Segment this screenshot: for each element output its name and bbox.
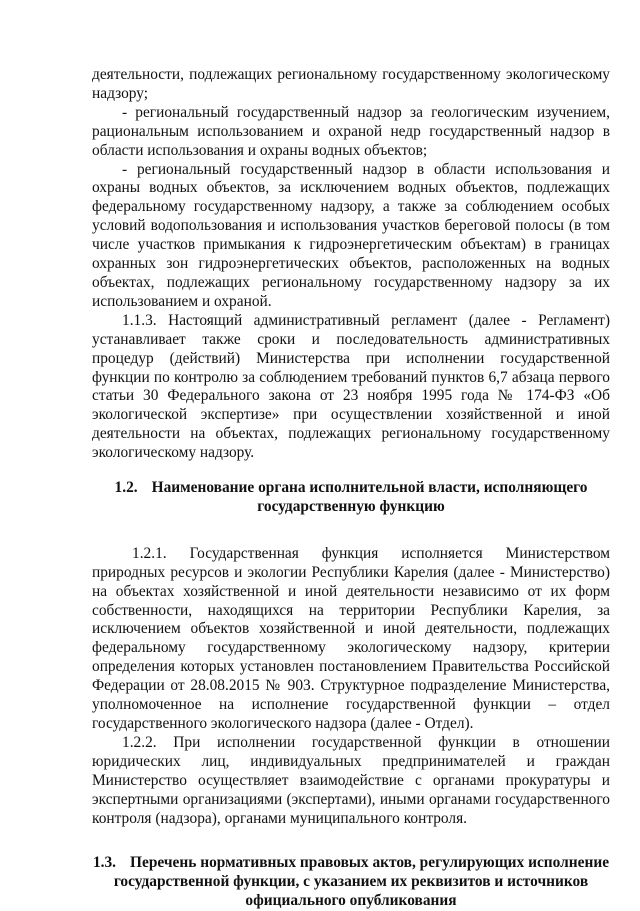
paragraph-1-2-1: 1.2.1. Государственная функция исполняется Министерством природных ресурсов и экологии Республики Карелия (далее - Министерство) на объектах хозяйственной и иной деятельности независимо от их форм собственности, находящихся на территории Республики Карелия, за исключением объектов хозяйственной и иной деятельности, подлежащих федеральному государственному экологическому надзору, критерии определения которых установлен постановлением Правительства Российской Федерации от 28.08.2015 № 903. Структурное подразделение Министерства, уполномоченное на исполнение государственной функции – отдел государственного экологического надзора (далее - Отдел). bbox=[92, 544, 610, 732]
section-title-line: государственной функции, с указанием их реквизитов и источников bbox=[113, 873, 589, 891]
paragraph-1-1-3: 1.1.3. Настоящий административный регламент (далее - Регламент) устанавливает также сроки и последовательность административных процедур (действий) Министерства при исполнении государственной функции по контролю за соблюдением требований пунктов 6,7 абзаца первого статьи 30 Федерального закона от 23 ноября 1995 года № 174-ФЗ «Об экологической экспертизе» при осуществлении хозяйственной и иной деятельности на объектах, подлежащих региональному государственному экологическому надзору. bbox=[92, 311, 610, 462]
paragraph-1-2-2: 1.2.2. При исполнении государственной функции в отношении юридических лиц, индивидуальных предпринимателей и граждан Министерство осуществляет взаимодействие с органами прокуратуры и экспертными организациями (экспертами), иными органами государственного контроля (надзора), органами муниципального контроля. bbox=[92, 733, 610, 827]
section-title-line: государственную функцию bbox=[257, 497, 445, 515]
section-heading-1-2 bbox=[92, 479, 610, 517]
paragraph-subsoil-supervision: - региональный государственный надзор за геологическим изучением, рациональным использованием и охраной недр государственный надзор в области использования и охраны водных объектов; bbox=[92, 103, 610, 159]
section-title-line: официального опубликования bbox=[245, 892, 457, 910]
section-title-line: Перечень нормативных правовых актов, регулирующих исполнение bbox=[130, 854, 610, 872]
section-number: 1.3. bbox=[92, 854, 117, 872]
section-heading-1-3 bbox=[92, 854, 610, 911]
section-title-line: Наименование органа исполнительной власти, исполняющего bbox=[151, 479, 588, 497]
paragraph-continuation: деятельности, подлежащих региональному государственному экологическому надзору; bbox=[92, 66, 610, 102]
section-number: 1.2. bbox=[114, 479, 138, 497]
paragraph-water-supervision: - региональный государственный надзор в области использования и охраны водных объектов, за исключением водных объектов, подлежащих федеральному государственному надзору, а также за соблюдением особых условий водопользования и использования участков береговой полосы (в том числе участков примыкания к гидроэнергетическим объектам) в границах охранных зон гидроэнергетических объектов, расположенных на водных объектах, подлежащих региональному государственному надзору за их использованием и охраной. bbox=[92, 160, 610, 310]
